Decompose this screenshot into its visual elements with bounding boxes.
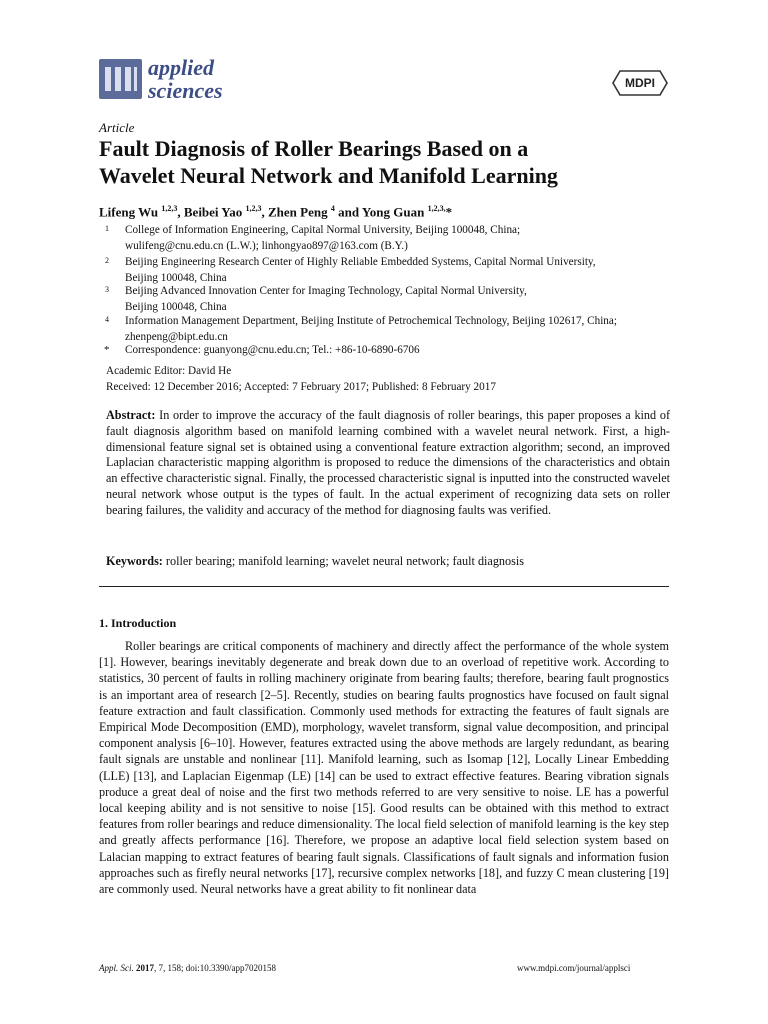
author-name[interactable]: Beibei Yao <box>183 204 246 220</box>
mdpi-logo-text: MDPI <box>625 76 655 90</box>
article-title <box>99 135 659 189</box>
publication-dates: Received: 12 December 2016; Accepted: 7 February 2017; Published: 8 February 2017 <box>106 381 496 393</box>
affiliation-number: 1 <box>105 224 109 233</box>
author-affiliation-sup: 4 <box>330 204 335 213</box>
journal-name-line1: applied <box>148 55 214 80</box>
author-name[interactable]: Zhen Peng <box>268 204 331 220</box>
affiliation-line[interactable]: wulifeng@cnu.edu.cn (L.W.); linhongyao897@163.com (B.Y.) <box>125 239 408 252</box>
title-line-1: Fault Diagnosis of Roller Bearings Based on a <box>99 136 529 161</box>
section-divider <box>99 586 669 587</box>
abstract <box>106 408 670 519</box>
abstract-text: In order to improve the accuracy of the fault diagnosis of roller bearings, this paper proposes a kind of fault diagnosis algorithm based on manifold learning combined with a wavelet neural network. First, a high-dimensional feature signal set is obtained using a conventional feature extraction algorithm; second, an improved Laplacian characteristic mapping algorithm is proposed to reduce the dimensions of the characteristics and obtain an effective characteristic signal. Finally, the processed characteristic signal is inputted into the constructed wavelet neural network whose output is the types of fault. In the actual experiment of recognizing data sets on roller bearing failures, the validity and accuracy of the method for diagnosing faults was verified. <box>106 408 671 517</box>
introduction-paragraph: Roller bearings are critical components of machinery and directly affect the performance of the whole system [1]. However, bearings inevitably degenerate and break down due to an overload of repetitive work. According to statistics, 30 percent of faults in rolling machinery originate from bearing faults; therefore, bearing fault prognostics is an important area of research [2–5]. Recently, studies on bearing faults prognostics have focused on fault signal feature extraction and fault classification. Commonly used methods for extracting the features of fault signals are Empirical Mode Decomposition (EMD), morphology, wavelet transform, signal value decomposition, and principal component analysis [6–10]. However, features extracted using the above methods are largely redundant, as bearing fault signals are unstable and nonlinear [11]. Manifold learning, such as Isomap [12], Locally Linear Embedding (LLE) [13], and Laplacian Eigenmap (LE) [14] can be used to extract effective features. Bearing vibration signals produce a great deal of noise and the first two methods referred to are very sensitive to noise. LE has a powerful local keeping ability and is not sensitive to noise [15]. Good results can be obtained with this method to extract features from roller bearings and reduce dimensionality. The local field selection of manifold learning is the key step and greatly affects performance [16]. Therefore, we propose an adaptive local field selection system based on Lalacian mapping to extract features of bearing fault signals. Classifications of fault signals and information fusion approaches such as firefly neural networks [17], recursive complex networks [18], and fuzzy C mean clustering [19] are commonly used. Neural networks have a great ability to fit nonlinear data <box>99 639 669 897</box>
author-affiliation-sup: 1,2,3 <box>161 204 178 213</box>
corresponding-author-mark: * <box>445 204 453 220</box>
keywords-text: roller bearing; manifold learning; wavelet neural network; fault diagnosis <box>165 554 524 568</box>
affiliation-line: Beijing 100048, China <box>125 271 227 284</box>
title-line-2: Wavelet Neural Network and Manifold Learning <box>99 163 558 188</box>
author-separator: and <box>334 204 362 220</box>
affiliation-2 <box>99 255 689 286</box>
affiliation-3 <box>99 284 689 315</box>
author-name[interactable]: Yong Guan <box>361 204 428 220</box>
mdpi-logo-icon[interactable] <box>612 70 668 96</box>
correspondence-text[interactable]: Correspondence: guanyong@cnu.edu.cn; Tel.: +86-10-6890-6706 <box>125 344 420 356</box>
footer-url[interactable]: www.mdpi.com/journal/applsci <box>517 963 631 973</box>
author-name[interactable]: Lifeng Wu <box>99 204 162 220</box>
affiliation-line: Beijing Engineering Research Center of Highly Reliable Embedded Systems, Capital Normal University, <box>125 256 596 268</box>
author-list <box>99 204 452 220</box>
correspondence-mark: * <box>104 344 110 356</box>
section-heading: 1. Introduction <box>99 616 177 630</box>
affiliation-line: Beijing Advanced Innovation Center for Imaging Technology, Capital Normal University, <box>125 285 527 297</box>
affiliation-line[interactable]: zhenpeng@bipt.edu.cn <box>125 330 228 343</box>
keywords <box>106 554 670 569</box>
correspondence <box>99 343 689 359</box>
journal-name-line2: sciences <box>148 78 223 103</box>
article-type: Article <box>99 120 135 135</box>
footer-journal: Appl. Sci. <box>99 963 134 973</box>
affiliation-1 <box>99 223 689 254</box>
academic-editor: Academic Editor: David He <box>106 365 232 377</box>
affiliation-line: Beijing 100048, China <box>125 300 227 313</box>
journal-name[interactable] <box>148 56 223 102</box>
affiliation-number: 4 <box>105 315 109 324</box>
affiliation-number: 3 <box>105 285 109 294</box>
keywords-label: Keywords: <box>106 554 163 568</box>
affiliation-line: College of Information Engineering, Capital Normal University, Beijing 100048, China; <box>125 224 521 236</box>
footer-year: 2017 <box>136 963 154 973</box>
footer-citation <box>99 963 276 973</box>
author-affiliation-sup: 1,2,3 <box>245 204 262 213</box>
affiliation-4 <box>99 314 689 345</box>
author-affiliation-sup: 1,2,3, <box>427 204 446 213</box>
abstract-label: Abstract: <box>106 408 156 422</box>
author-separator: , <box>177 204 184 220</box>
footer-doi[interactable]: , 7, 158; doi:10.3390/app7020158 <box>154 963 276 973</box>
journal-logo-icon <box>99 59 142 99</box>
affiliation-number: 2 <box>105 256 109 265</box>
affiliation-line: Information Management Department, Beijing Institute of Petrochemical Technology, Beijing 102617, China; <box>125 315 617 327</box>
author-separator: , <box>261 204 269 220</box>
